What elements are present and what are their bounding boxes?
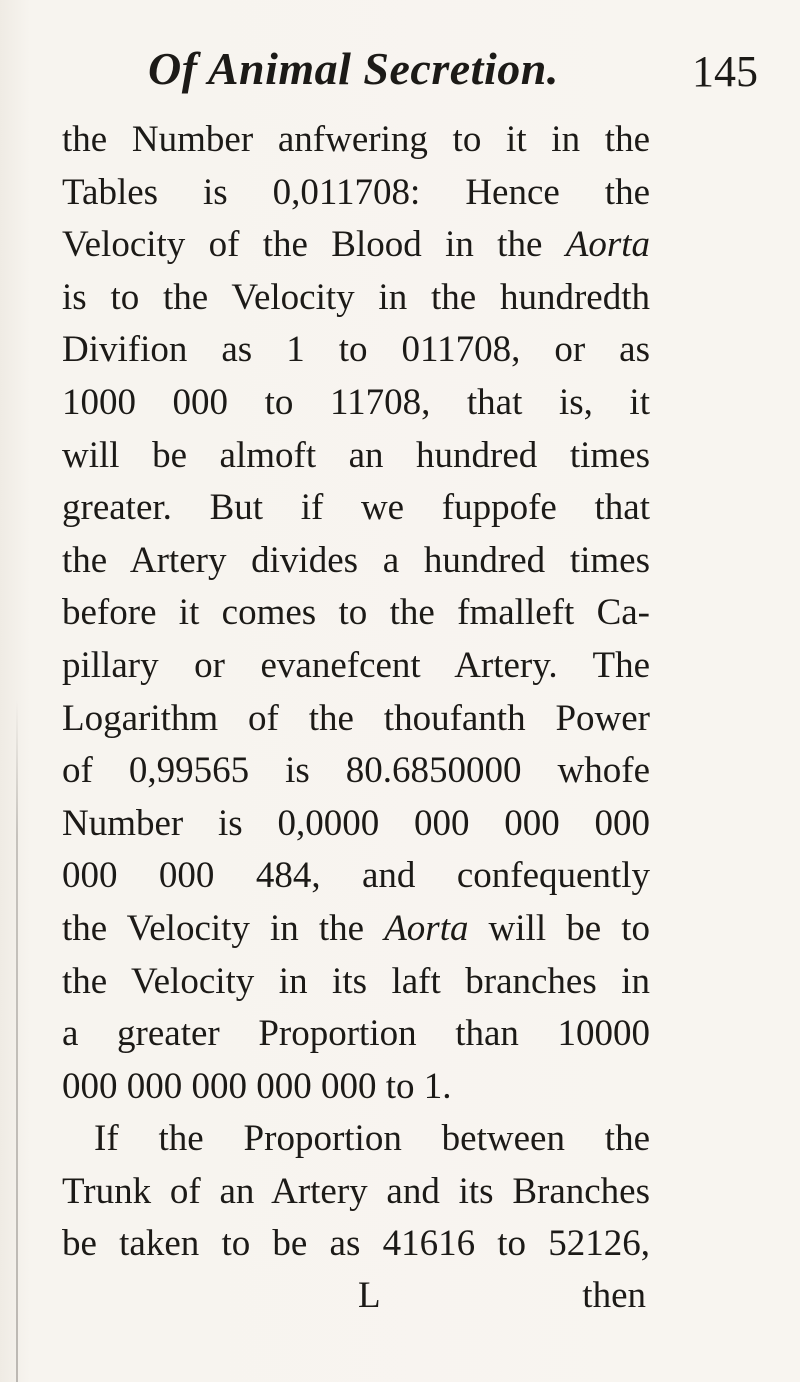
text-line: of 0,99565 is 80.6850000 whofe xyxy=(62,750,650,792)
page-number: 145 xyxy=(692,47,758,96)
catchword: then xyxy=(582,1275,646,1317)
text-line: pillary or evanefcent Artery. The xyxy=(62,644,650,686)
text-line: greater. But if we fuppofe that xyxy=(62,487,650,529)
body-text xyxy=(62,114,662,1321)
text-line: the Velocity in the Aorta will be to xyxy=(62,907,650,949)
text-line: Number is 0,0000 000 000 000 xyxy=(62,802,650,844)
text-line: the Number anfwering to it in the xyxy=(62,119,650,160)
text-line: 000 000 484, and confequently xyxy=(62,855,650,897)
text-line: the Velocity in its laft branches in xyxy=(62,960,650,1002)
text-line: Tables is 0,011708: Hence the xyxy=(62,171,650,213)
text-line: If the Proportion between the xyxy=(94,1118,650,1160)
italic-term: Aorta xyxy=(565,224,650,266)
text-line: a greater Proportion than 10000 xyxy=(62,1013,650,1055)
catch-line xyxy=(62,1271,650,1321)
text-line: before it comes to the fmalleft Ca- xyxy=(62,592,650,634)
text-line: be taken to be as 41616 to 52126, xyxy=(62,1223,650,1265)
text-line: Divifion as 1 to 011708, or as xyxy=(62,329,650,371)
binding-shadow xyxy=(16,700,18,1382)
page-header xyxy=(148,42,758,112)
text-line: 1000 000 to 11708, that is, it xyxy=(62,381,650,423)
text-line: Logarithm of the thoufanth Power xyxy=(62,697,650,739)
text-line: the Artery divides a hundred times xyxy=(62,539,650,581)
text-line: Trunk of an Artery and its Branches xyxy=(62,1170,650,1212)
text-line: 000 000 000 000 000 to 1. xyxy=(62,1065,452,1107)
italic-term: Aorta xyxy=(384,907,469,949)
text-line: is to the Velocity in the hundredth xyxy=(62,276,650,318)
text-line: will be almoft an hundred times xyxy=(62,434,650,476)
running-title: Of Animal Secretion. xyxy=(148,43,559,94)
text-line: Velocity of the Blood in the Aorta xyxy=(62,224,650,266)
signature-mark: L xyxy=(358,1275,381,1317)
